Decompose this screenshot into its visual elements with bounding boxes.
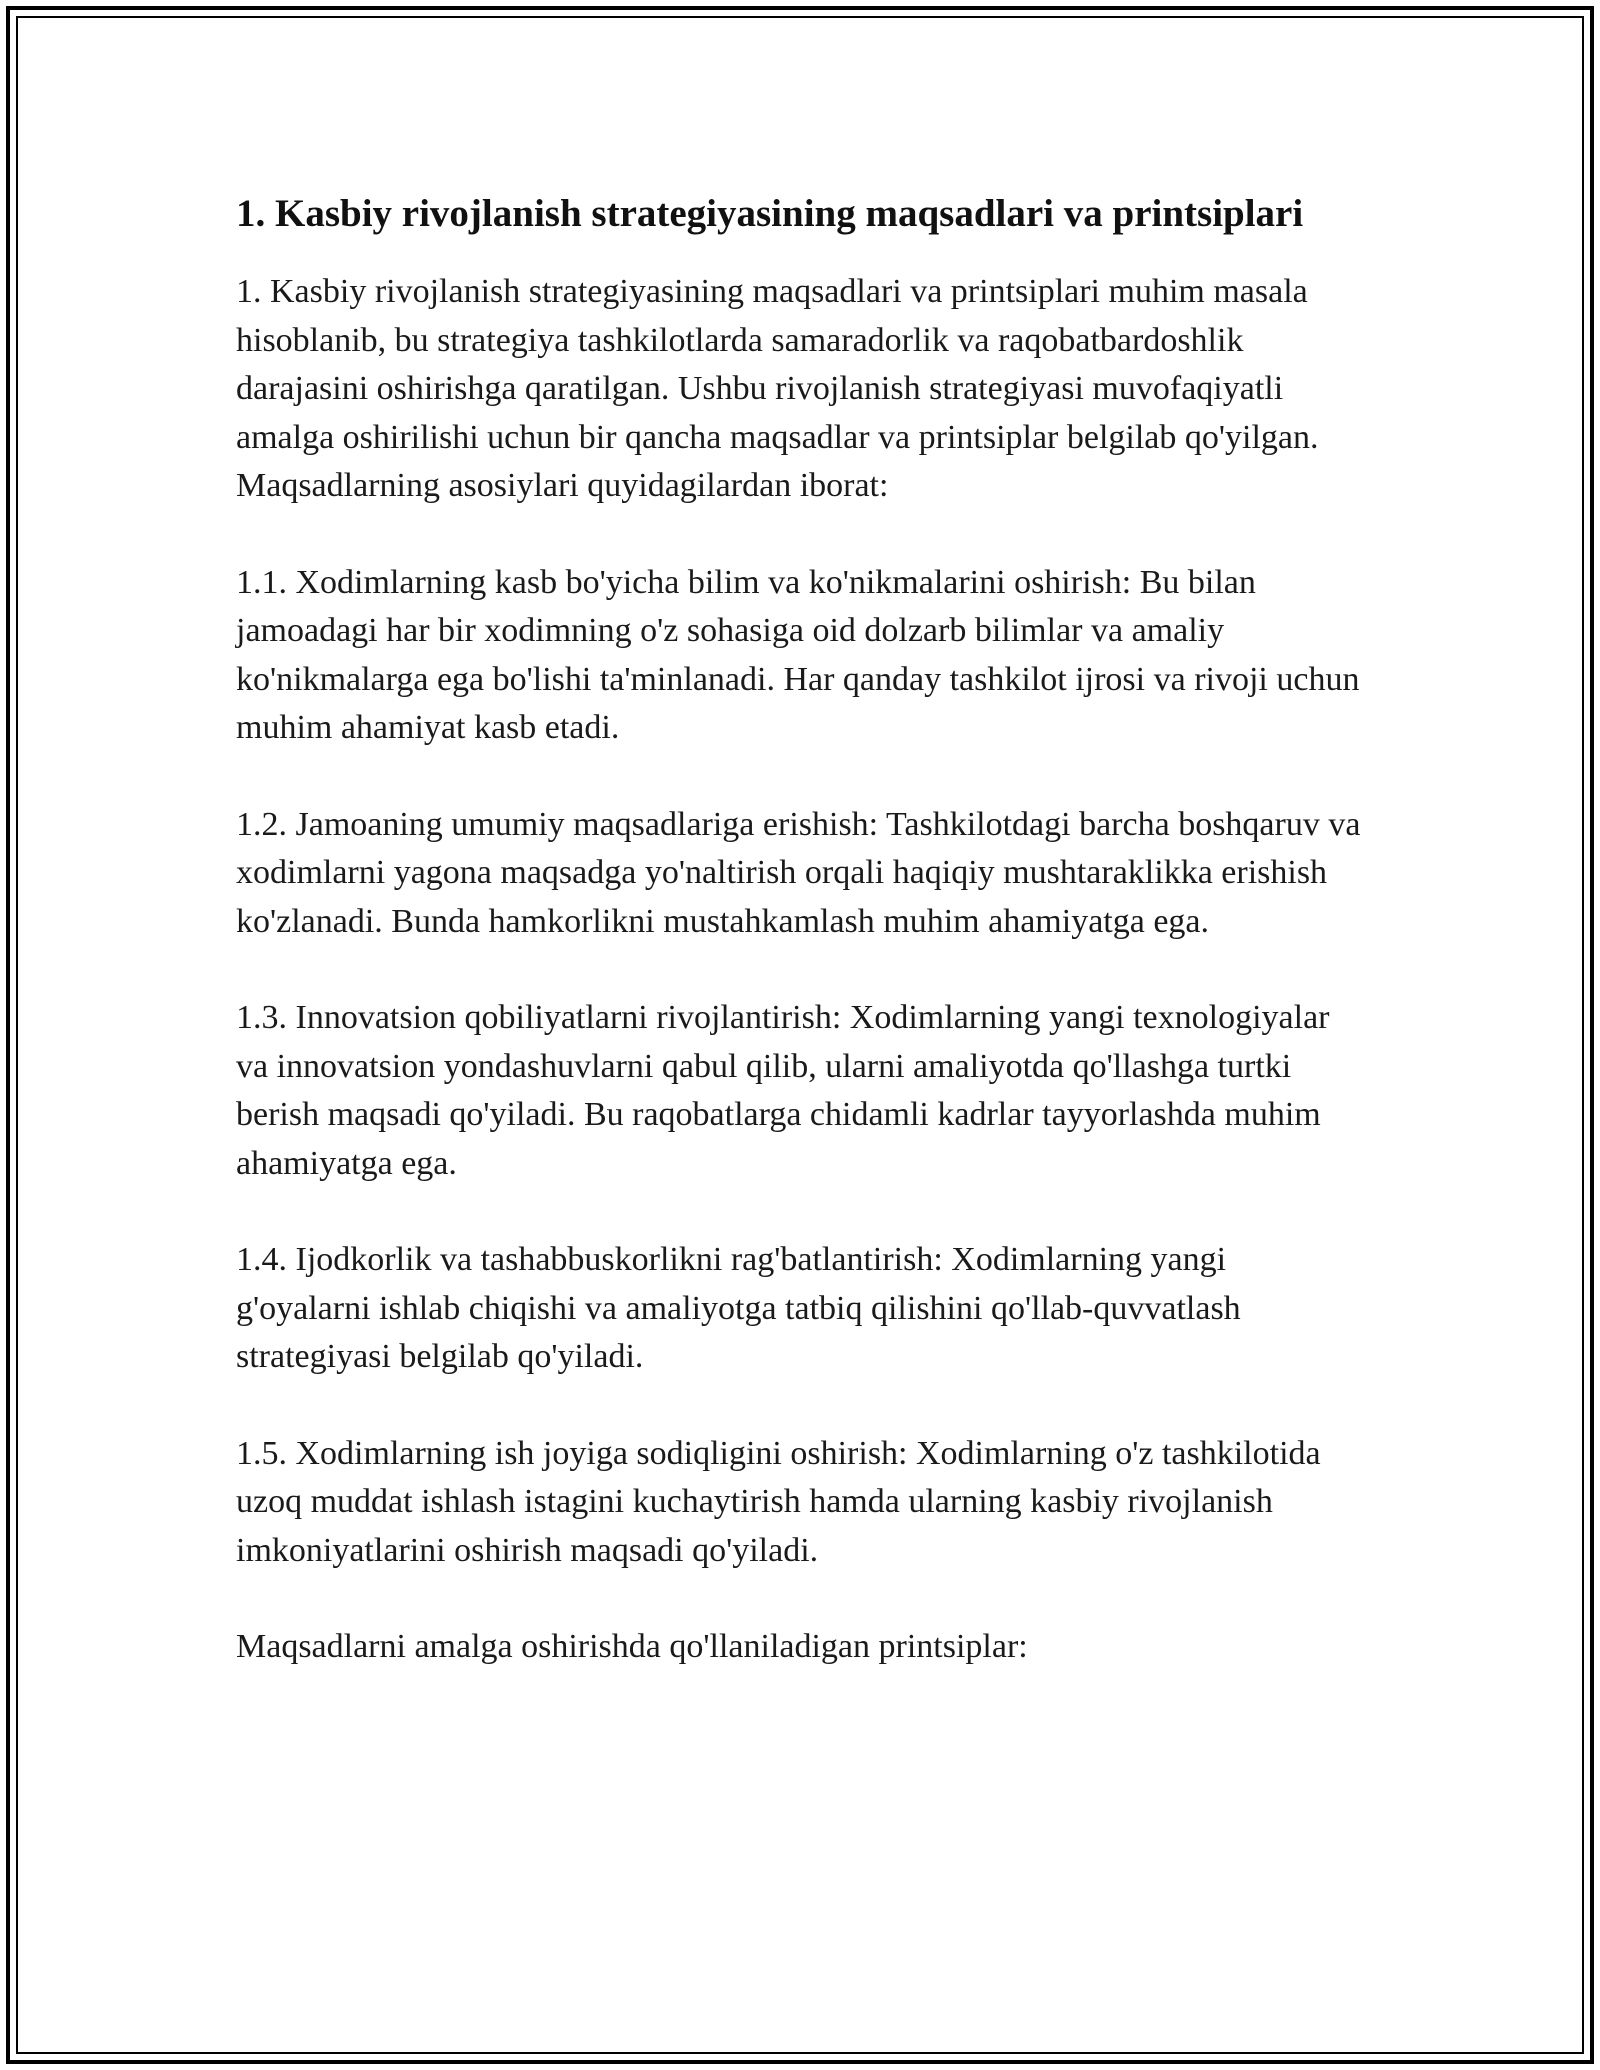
goal-paragraph-1-2: 1.2. Jamoaning umumiy maqsadlariga erishish: Tashkilotdagi barcha boshqaruv va xodimlarni yagona maqsadga yo'naltirish orqali haqiqiy mushtaraklikka erishish ko'zlanadi. Bunda hamkorlikni mustahkamlash muhim ahamiyatga ega. — [236, 805, 1361, 940]
principles-intro-paragraph: Maqsadlarni amalga oshirishda qo'llaniladigan printsiplar: — [236, 1628, 1028, 1665]
intro-paragraph: 1. Kasbiy rivojlanish strategiyasining maqsadlari va printsiplari muhim masala hisoblanib, bu strategiya tashkilotlarda samaradorlik va raqobatbardoshlik darajasini oshirishga qaratilgan. Ushbu rivojlanish strategiyasi muvofaqiyatli amalga oshirilishi uchun bir qancha maqsadlar va printsiplar belgilab qo'yilgan. Maqsadlarning asosiylari quyidagilardan iborat: — [236, 273, 1319, 504]
goal-paragraph-1-1: 1.1. Xodimlarning kasb bo'yicha bilim va ko'nikmalarini oshirish: Bu bilan jamoadagi har bir xodimning o'z sohasiga oid dolzarb bilimlar va amaliy ko'nikmalarga ega bo'lishi ta'minlanadi. Har qanday tashkilot ijrosi va rivoji uchun muhim ahamiyat kasb etadi. — [236, 563, 1360, 746]
section-heading: 1. Kasbiy rivojlanish strategiyasining maqsadlari va printsiplari — [236, 192, 1304, 235]
goal-paragraph-1-5: 1.5. Xodimlarning ish joyiga sodiqligini oshirish: Xodimlarning o'z tashkilotida uzoq muddat ishlash istagini kuchaytirish hamda ularning kasbiy rivojlanish imkoniyatlarini oshirish maqsadi qo'yiladi. — [236, 1434, 1321, 1569]
document-body — [236, 186, 1366, 1672]
goal-paragraph-1-4: 1.4. Ijodkorlik va tashabbuskorlikni rag'batlantirish: Xodimlarning yangi g'oyalarni ishlab chiqishi va amaliyotga tatbiq qilishini qo'llab-quvvatlash strategiyasi belgilab qo'yiladi. — [236, 1241, 1241, 1375]
goal-paragraph-1-3: 1.3. Innovatsion qobiliyatlarni rivojlantirish: Xodimlarning yangi texnologiyalar va innovatsion yondashuvlarni qabul qilib, ularni amaliyotda qo'llashga turtki berish maqsadi qo'yiladi. Bu raqobatlarga chidamli kadrlar tayyorlashda muhim ahamiyatga ega. — [236, 999, 1330, 1182]
